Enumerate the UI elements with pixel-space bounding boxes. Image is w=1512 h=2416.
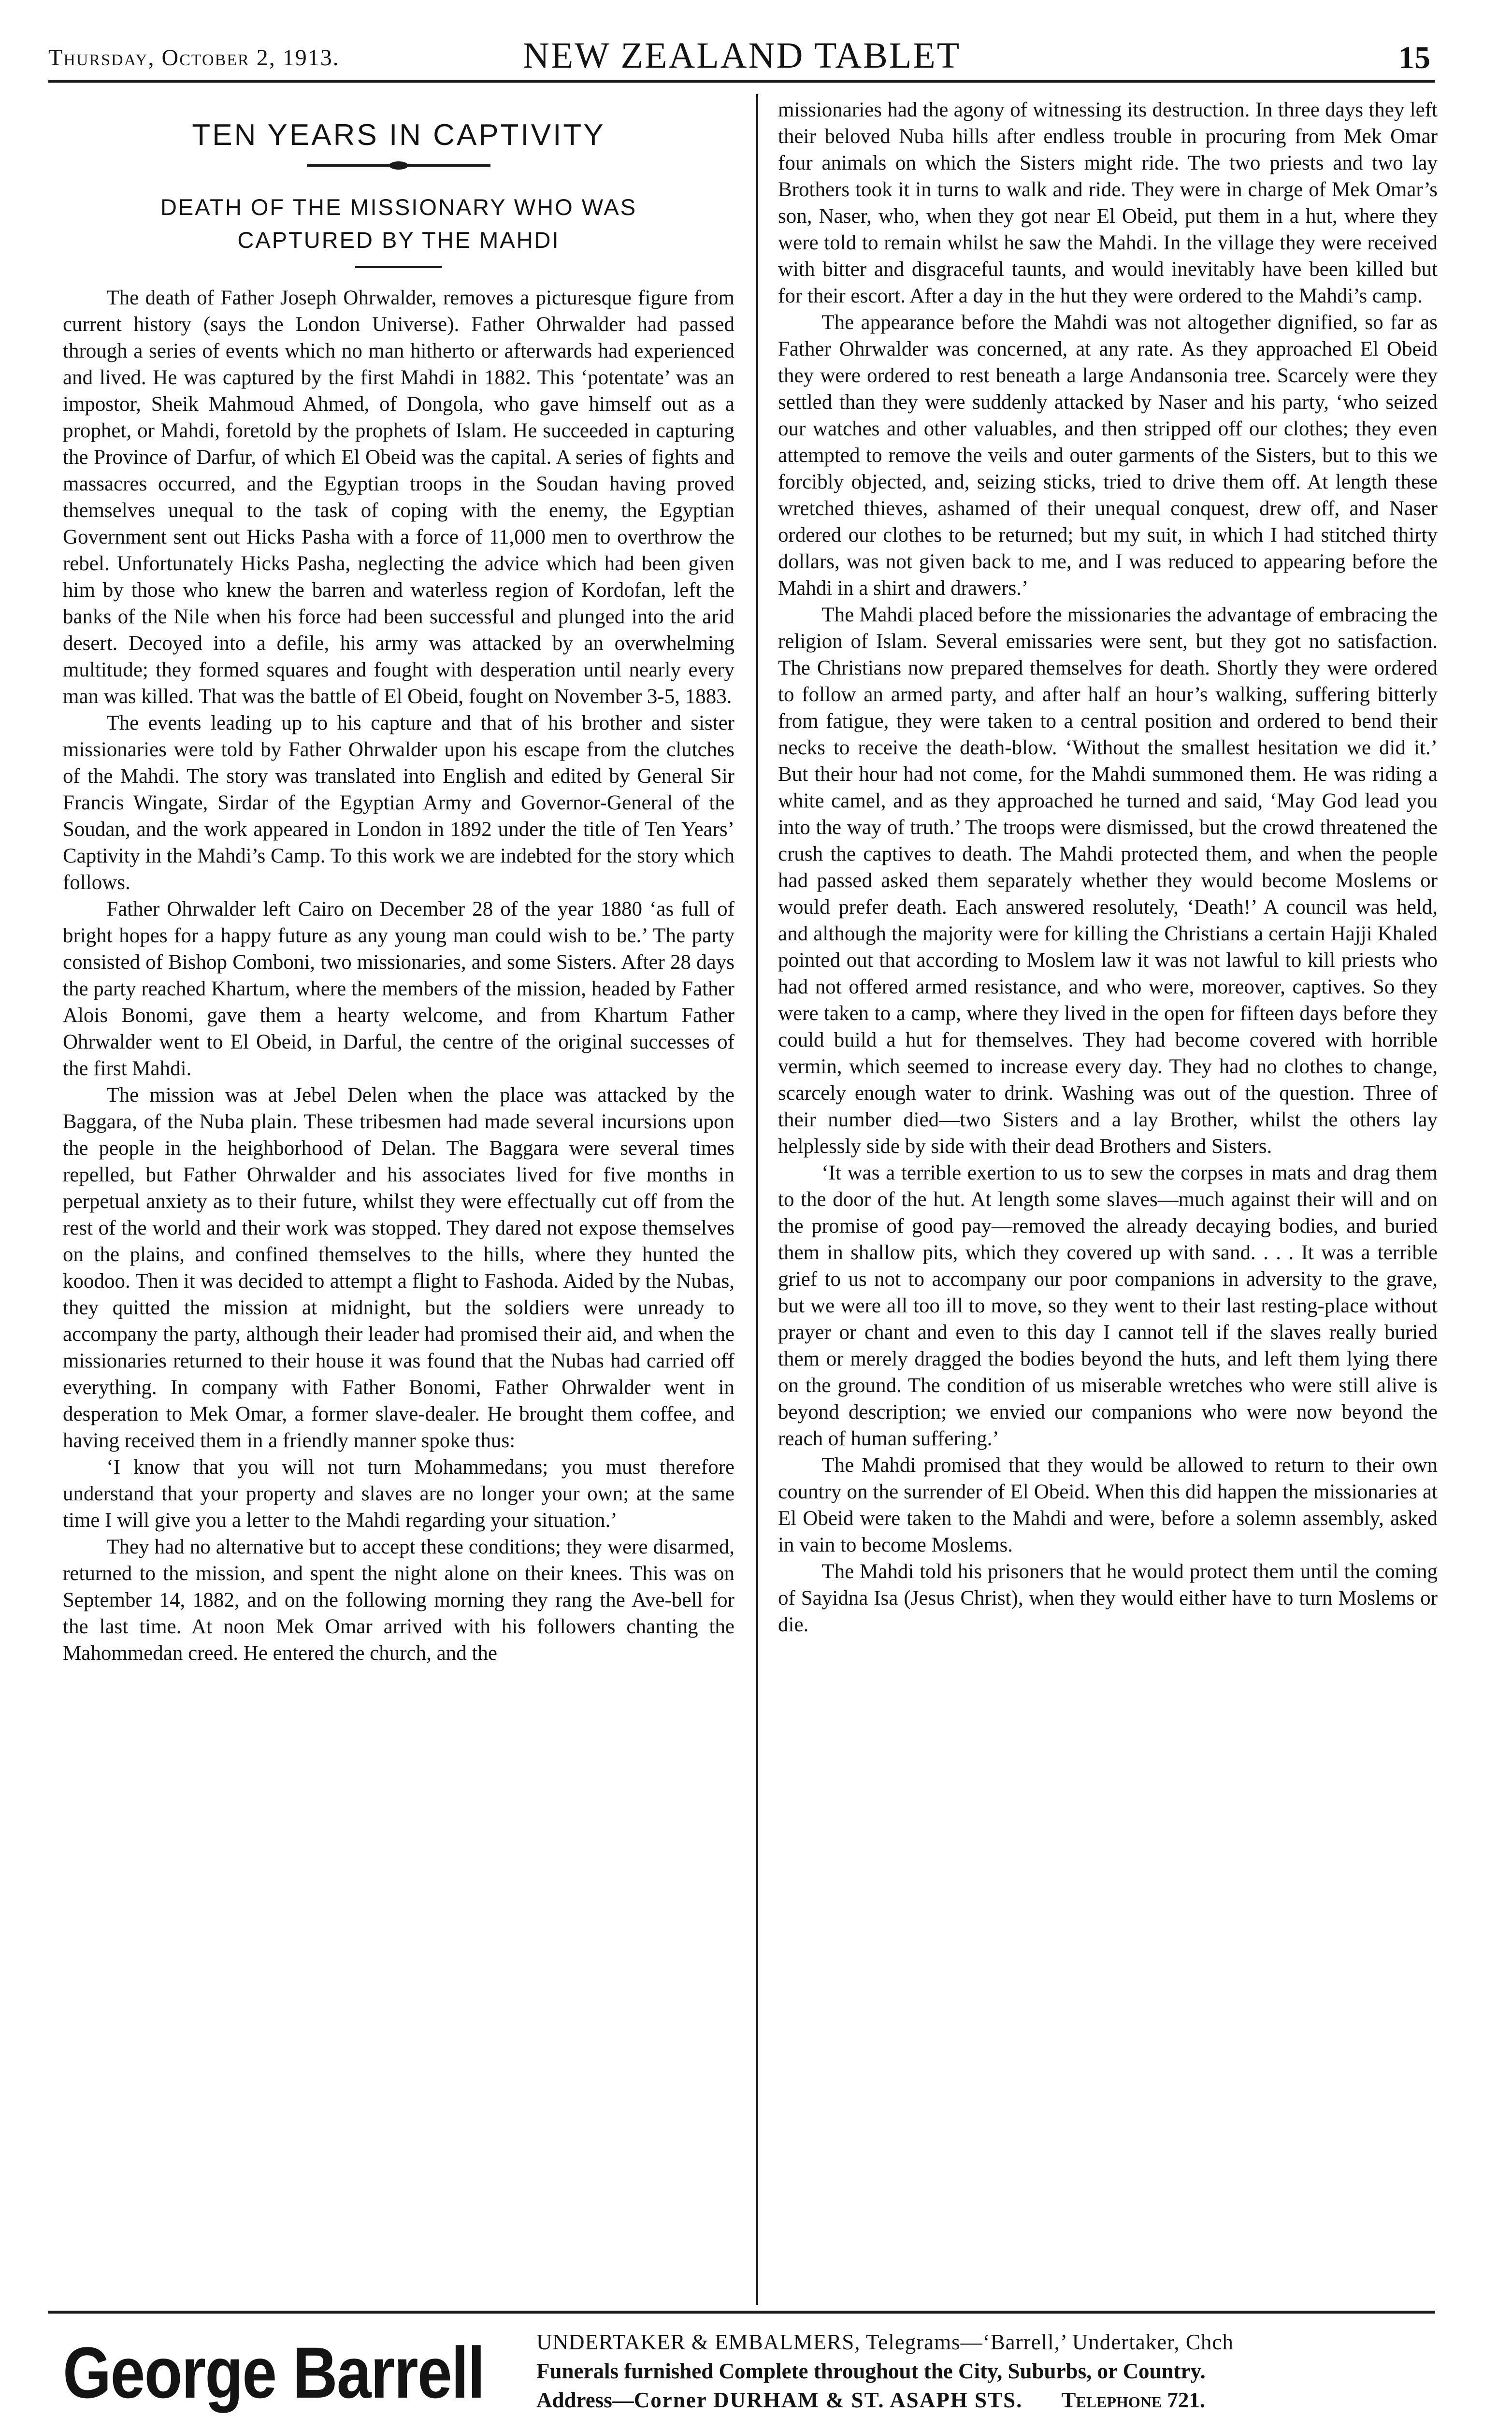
article-paragraph: ‘I know that you will not turn Mohammedans; you must therefore understand that your property and slaves are no longer your own; at the same time I will give you a letter to the Mahdi regarding your situation.’ (63, 1456, 734, 1532)
address-text: Corner DURHAM & ST. ASAPH STS. (634, 2388, 1023, 2412)
article-title: TEN YEARS IN CAPTIVITY (192, 118, 605, 152)
article-paragraph: The mission was at Jebel Delen when the place was attacked by the Baggara, of the Nuba plain. These tribesmen had made several incursions upon the people in the heighborhood of Delan. The Baggara were several times repelled, but Father Ohrwalder and his associates lived for five months in perpetual anxiety as to their future, whilst they were effectually cut off from the rest of the world and their work was stopped. They dared not expose themselves on the plains, and confined themselves to the hills, where they hunted the koodoo. Then it was decided to attempt a flight to Fashoda. Aided by the Nubas, they quitted the mission at midnight, but the soldiers were unready to accompany the party, although their leader had promised their aid, and when the missionaries returned to their house it was found that the Nubas had carried off everything. In company with Father Bonomi, Father Ohrwalder went in desperation to Mek Omar, a former slave-dealer. He brought them coffee, and having received them in a friendly manner spoke thus: (63, 1084, 734, 1452)
address-label: Address— (536, 2388, 634, 2412)
article-paragraph: Father Ohrwalder left Cairo on December 28 of the year 1880 ‘as full of bright hopes for a happy future as any young man could wish to be.’ The party consisted of Bishop Comboni, two missionaries, and some Sisters. After 28 days the party reached Khartum, where the members of the mission, headed by Father Alois Bonomi, gave them a hearty welcome, and from Khartum Father Ohrwalder went to El Obeid, in Darful, the centre of the original successes of the first Mahdi. (63, 898, 734, 1080)
issue-date: Thursday, October 2, 1913. (48, 45, 340, 71)
article-paragraph: They had no alternative but to accept these conditions; they were disarmed, returned to the mission, and spent the night alone on their knees. This was on September 14, 1882, and on the following morning they rang the Ave-bell for the last time. At noon Mek Omar arrived with his followers chanting the Mahommedan creed. He entered the church, and the (63, 1536, 734, 1665)
page-number: 15 (1398, 40, 1430, 75)
undertaker-advertisement (48, 2322, 1435, 2416)
article-paragraph: The appearance before the Mahdi was not altogether dignified, so far as Father Ohrwalder was concerned, at any rate. As they approached El Obeid they were ordered to rest beneath a large Andansonia tree. Scarcely were they settled than they were suddenly attacked by Naser and his party, ‘who seized our watches and other valuables, and then stripped off our clothes; they even attempted to remove the veils and outer garments of the Sisters, but to this we forcibly objected, and, seizing sticks, tried to drive them off. At length these wretched thieves, ashamed of their unequal conquest, drew off, and Naser ordered our clothes to be returned; but my suit, in which I had stitched thirty dollars, was not given back to me, and I was reduced to appearing before the Mahdi in a shirt and drawers.’ (778, 311, 1438, 600)
subtitle-rule (355, 266, 442, 268)
advertiser-name: George Barrell (63, 2332, 485, 2413)
advertisement-rule (48, 2311, 1435, 2314)
column-divider (756, 94, 758, 2305)
article-column-right (778, 97, 1438, 2305)
article-paragraph: The Mahdi told his prisoners that he would protect them until the coming of Sayidna Isa (Jesus Christ), when they would either have to turn Moslems or die. (778, 1560, 1438, 1636)
article-column-left (63, 97, 734, 2305)
article-paragraph: The death of Father Joseph Ohrwalder, removes a picturesque figure from current history (says the London Universe). Father Ohrwalder had passed through a series of events which no man hitherto or afterwards had experienced and lived. He was captured by the first Mahdi in 1882. This ‘potentate’ was an impostor, Sheik Mahmoud Ahmed, of Dongola, who gave himself out as a prophet, or Mahdi, foretold by the prophets of Islam. He succeeded in capturing the Province of Darfur, of which El Obeid was the capital. A series of fights and massacres occurred, and the Egyptian troops in the Soudan having proved themselves unequal to the task of coping with the enemy, the Egyptian Government sent out Hicks Pasha with a force of 11,000 men to overthrow the rebel. Unfortunately Hicks Pasha, neglecting the advice which had been given him by those who knew the barren and waterless region of Kordofan, left the banks of the Nile when his force had been successful and plunged into the arid desert. Decoyed into a defile, his army was attacked by an overwhelming multitude; they formed squares and fought with desperation until nearly every man was killed. That was the battle of El Obeid, fought on November 3-5, 1883. (63, 287, 734, 708)
telephone-number: Telephone 721. (1061, 2388, 1206, 2412)
advertisement-services: UNDERTAKER & EMBALMERS, Telegrams—‘Barrell,’ Undertaker, Chch (536, 2330, 1234, 2354)
title-ornament-rule (307, 164, 490, 167)
advertisement-funerals: Funerals furnished Complete throughout the City, Suburbs, or Country. (536, 2359, 1206, 2383)
article-paragraph: The Mahdi promised that they would be allowed to return to their own country on the surrender of El Obeid. When this did happen the missionaries at El Obeid were taken to the Mahdi and were, before a solemn assembly, asked in vain to become Moslems. (778, 1454, 1438, 1556)
newspaper-title: NEW ZEALAND TABLET (522, 35, 961, 76)
masthead (48, 34, 1435, 83)
article-subtitle: DEATH OF THE MISSIONARY WHO WAS CAPTURED BY THE MAHDI (160, 194, 637, 253)
advertisement-details (536, 2328, 1435, 2415)
advertisement-address-line (536, 2386, 1435, 2415)
article-paragraph: The Mahdi placed before the missionaries the advantage of embracing the religion of Islam. Several emissaries were sent, but they got no satisfaction. The Christians now prepared themselves for death. Shortly they were ordered to follow an armed party, and after half an hour’s walking, suffering bitterly from fatigue, they were taken to a central position and ordered to bend their necks to receive the death-blow. ‘Without the smallest hesitation we did it.’ But their hour had not come, for the Mahdi summoned them. He was riding a white camel, and as they approached he turned and said, ‘May God lead you into the way of truth.’ The troops were dismissed, but the crowd threatened the crush the captives to death. The Mahdi protected them, and when the people had passed asked them separately whether they would become Moslems or would prefer death. Each answered resolutely, ‘Death!’ A council was held, and although the majority were for killing the Christians a certain Hajji Khaled pointed out that according to Moslem law it was not lawful to kill priests who had not offered armed resistance, and who were, moreover, captives. So they were taken to a camp, where they lived in the open for fifteen days before they could build a hut for themselves. They had become covered with horrible vermin, which seemed to increase every day. They had no clothes to change, scarcely enough water to drink. Washing was out of the question. Three of their number died—two Sisters and a lay Brother, whilst the others lay helplessly side by side with their dead Brothers and Sisters. (778, 604, 1438, 1158)
article-paragraph: ‘It was a terrible exertion to us to sew the corpses in mats and drag them to the door of the hut. At length some slaves—much against their will and on the promise of good pay—removed the already decaying bodies, and buried them in shallow pits, which they covered up with sand. . . . It was a terrible grief to us not to accompany our poor companions in adversity to the grave, but we were all too ill to move, so they went to their last resting-place without prayer or chant and even to this day I cannot tell if the slaves really buried them or merely dragged the bodies beyond the huts, and left them lying there on the ground. The condition of us miserable wretches who were still alive is beyond description; we envied our companions who were now beyond the reach of human suffering.’ (778, 1162, 1438, 1450)
article-paragraph: The events leading up to his capture and that of his brother and sister missionaries were told by Father Ohrwalder upon his escape from the clutches of the Mahdi. The story was translated into English and edited by General Sir Francis Wingate, Sirdar of the Egyptian Army and Governor-General of the Soudan, and the work appeared in London in 1892 under the title of Ten Years’ Captivity in the Mahdi’s Camp. To this work we are indebted for the story which follows. (63, 712, 734, 894)
article-paragraph: missionaries had the agony of witnessing its destruction. In three days they left their beloved Nuba hills after endless trouble in procuring from Mek Omar four animals on which the Sisters might ride. The two priests and two lay Brothers took it in turns to walk and ride. They were in charge of Mek Omar’s son, Naser, who, when they got near El Obeid, put them in a hut, where they were told to remain whilst he saw the Mahdi. In the village they were received with bitter and disgraceful taunts, and would inevitably have been killed but for their escort. After a day in the hut they were ordered to the Mahdi’s camp. (778, 99, 1438, 307)
